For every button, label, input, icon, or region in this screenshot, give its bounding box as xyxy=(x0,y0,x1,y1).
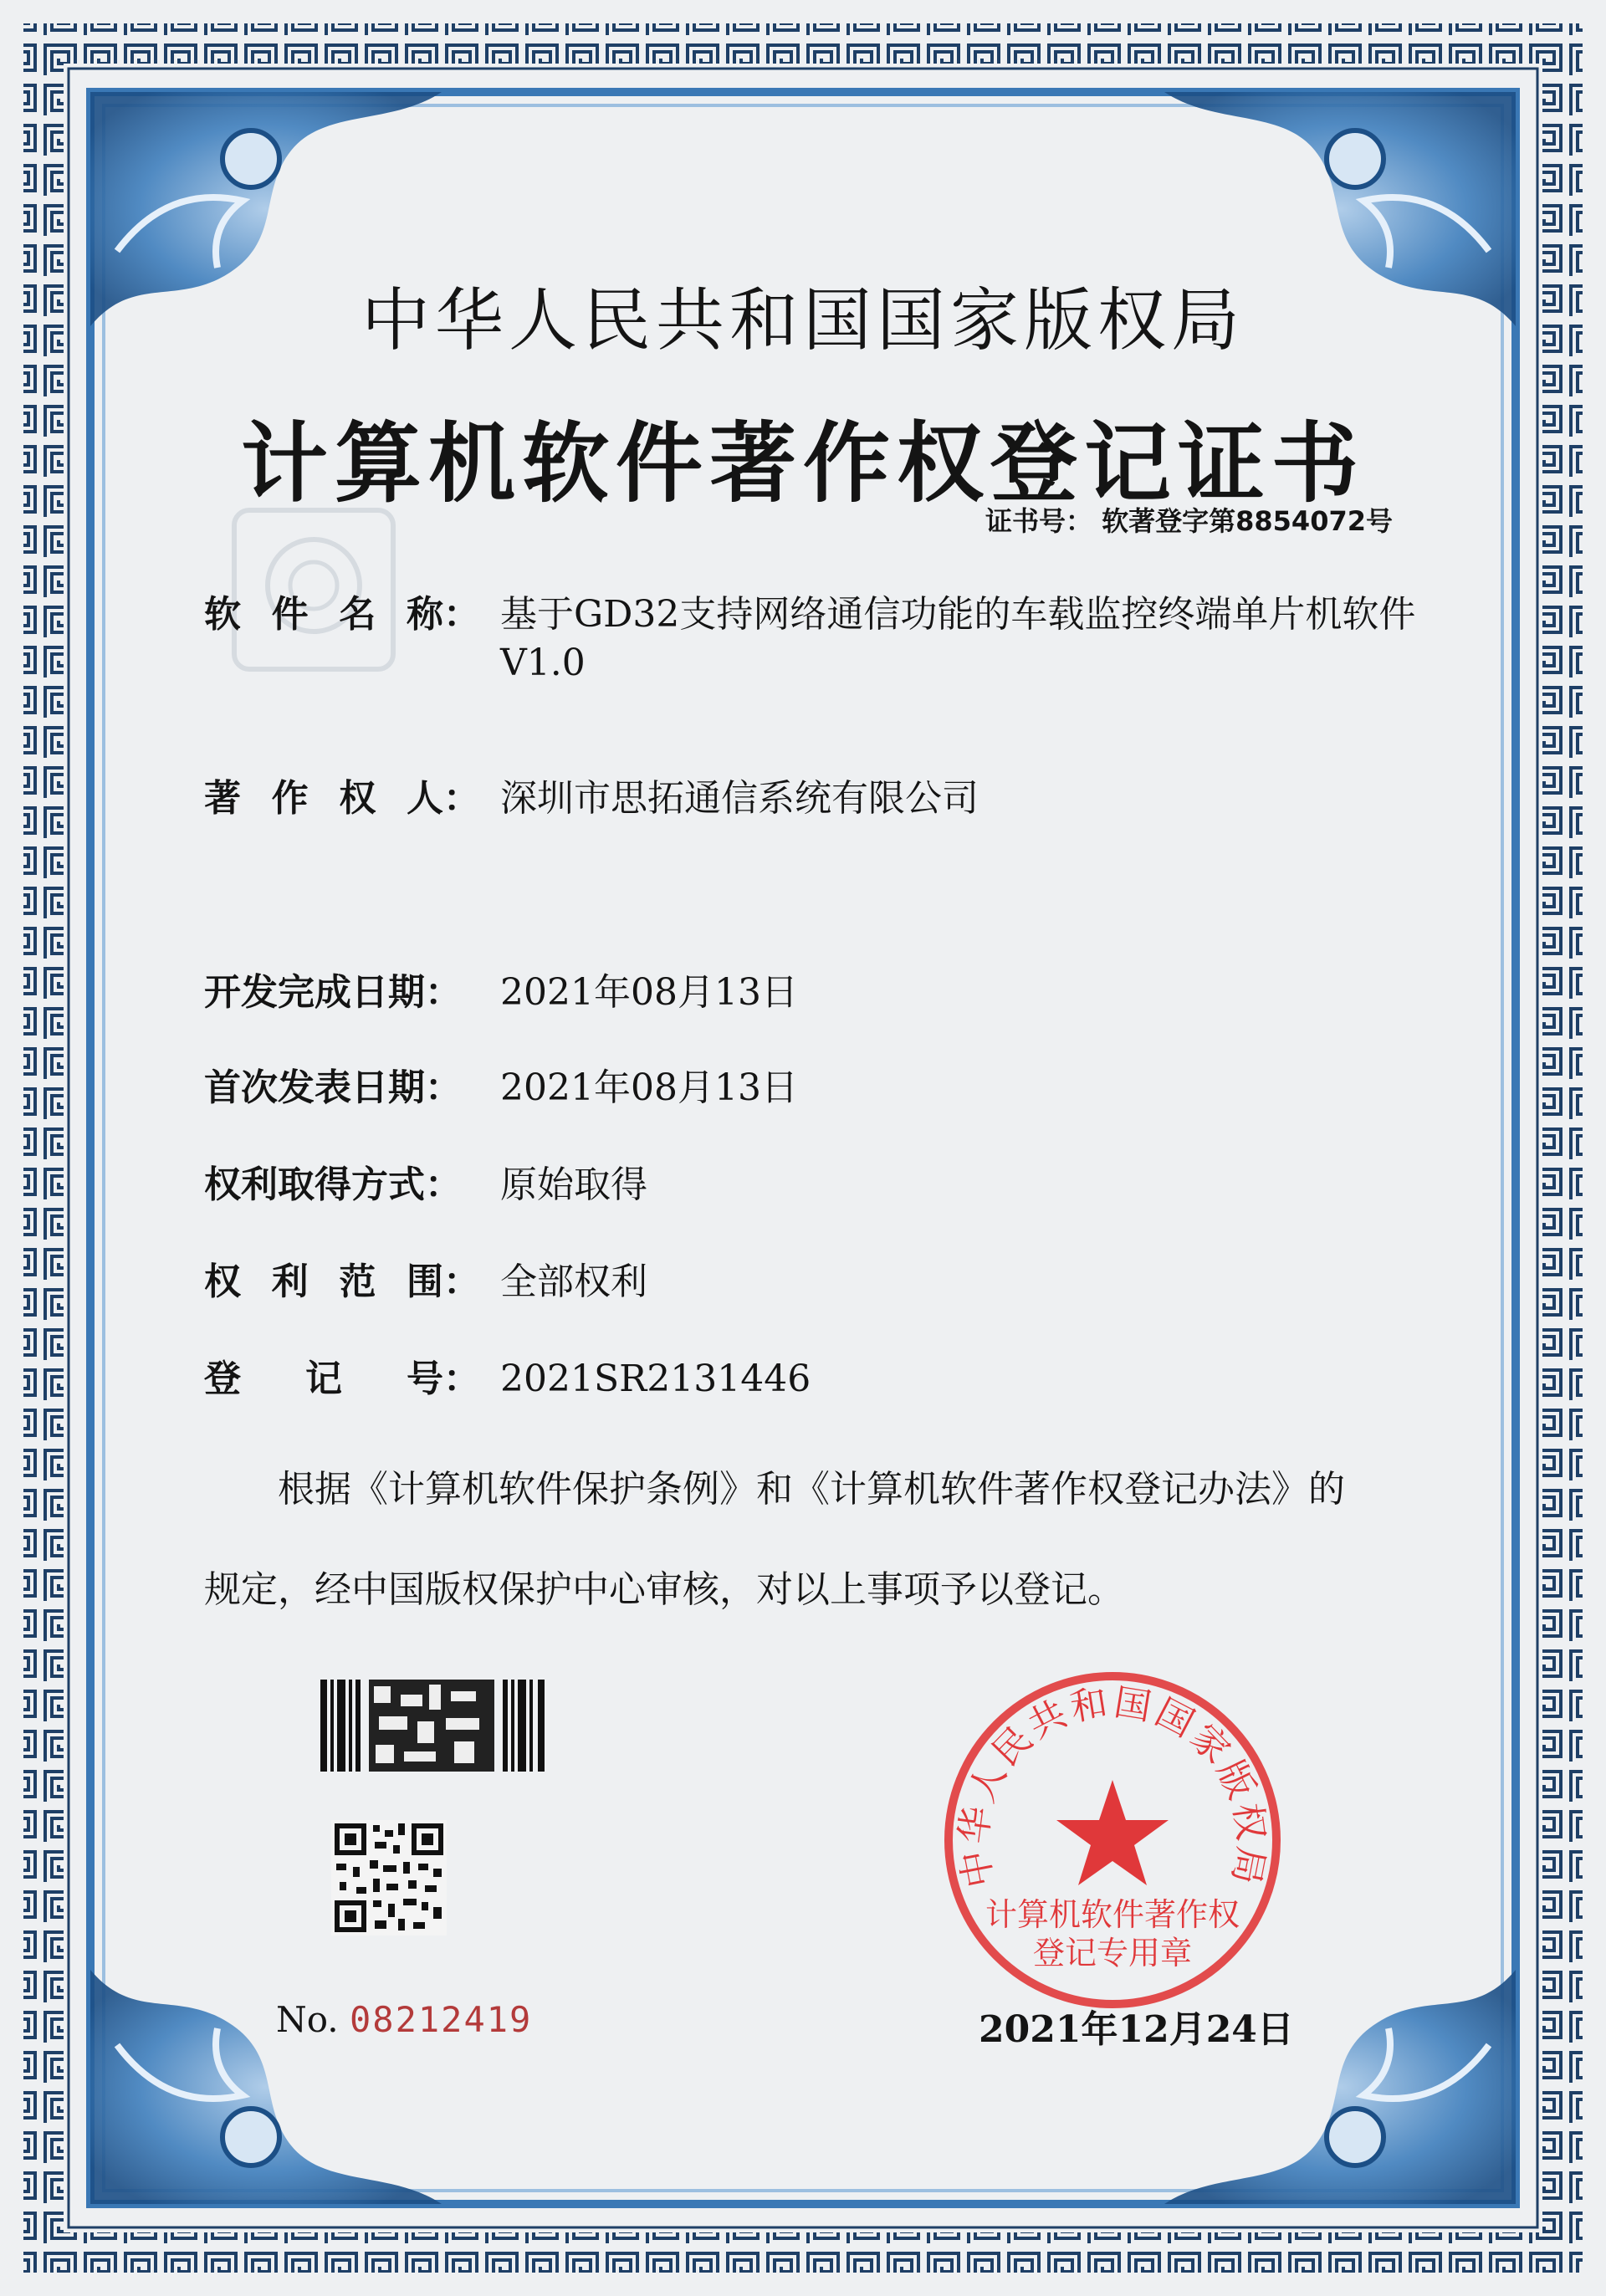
serial-number-value: 08212419 xyxy=(350,1999,533,2040)
registration-number-value: 2021SR2131446 xyxy=(500,1358,811,1400)
acquisition-method-value: 原始取得 xyxy=(500,1163,647,1206)
certificate-number-value: 软著登字第8854072号 xyxy=(1102,505,1393,537)
svg-text:中华人民共和国国家版权局: 中华人民共和国国家版权局 xyxy=(952,1680,1273,1891)
svg-text:登记专用章: 登记专用章 xyxy=(1032,1935,1193,1971)
development-date-label: 开发完成日期： xyxy=(204,971,462,1014)
acquisition-method-label: 权利取得方式： xyxy=(204,1163,462,1206)
copyright-owner-label: 著 作 权 人： xyxy=(204,777,480,820)
software-name-label: 软 件 名 称： xyxy=(204,593,480,636)
development-date-value: 2021年08月13日 xyxy=(500,971,798,1014)
registration-number-label: 登 记 号： xyxy=(204,1358,480,1400)
software-name-text: 基于GD32支持网络通信功能的车载监控终端单片机软件 xyxy=(500,593,1416,636)
watermark-emblem-icon xyxy=(226,502,402,678)
svg-text:计算机软件著作权: 计算机软件著作权 xyxy=(985,1896,1240,1933)
rights-scope-label: 权 利 范 围： xyxy=(204,1260,480,1303)
certificate-number xyxy=(985,500,1393,539)
statement-line-1: 根据《计算机软件保护条例》和《计算机软件著作权登记办法》的 xyxy=(278,1468,1345,1511)
statement-line-2: 规定，经中国版权保护中心审核，对以上事项予以登记。 xyxy=(204,1568,1124,1611)
certificate-title: 计算机软件著作权登记证书 xyxy=(240,412,1365,514)
issue-date: 2021年12月24日 xyxy=(979,2008,1294,2051)
serial-number-prefix: No. xyxy=(276,1999,339,2040)
certificate-number-label: 证书号： xyxy=(985,505,1092,537)
qr-code-icon xyxy=(331,1820,447,1935)
software-name-value xyxy=(500,591,1420,688)
barcode-icon xyxy=(320,1680,546,1772)
software-version: V1.0 xyxy=(500,642,586,684)
issuing-agency-title: 中华人民共和国国家版权局 xyxy=(361,281,1245,361)
rights-scope-value: 全部权利 xyxy=(500,1260,647,1303)
official-seal-icon xyxy=(937,1664,1288,2016)
copyright-owner-value: 深圳市思拓通信系统有限公司 xyxy=(500,777,979,820)
publication-date-label: 首次发表日期： xyxy=(204,1066,462,1109)
serial-number xyxy=(276,1999,532,2040)
publication-date-value: 2021年08月13日 xyxy=(500,1066,798,1109)
